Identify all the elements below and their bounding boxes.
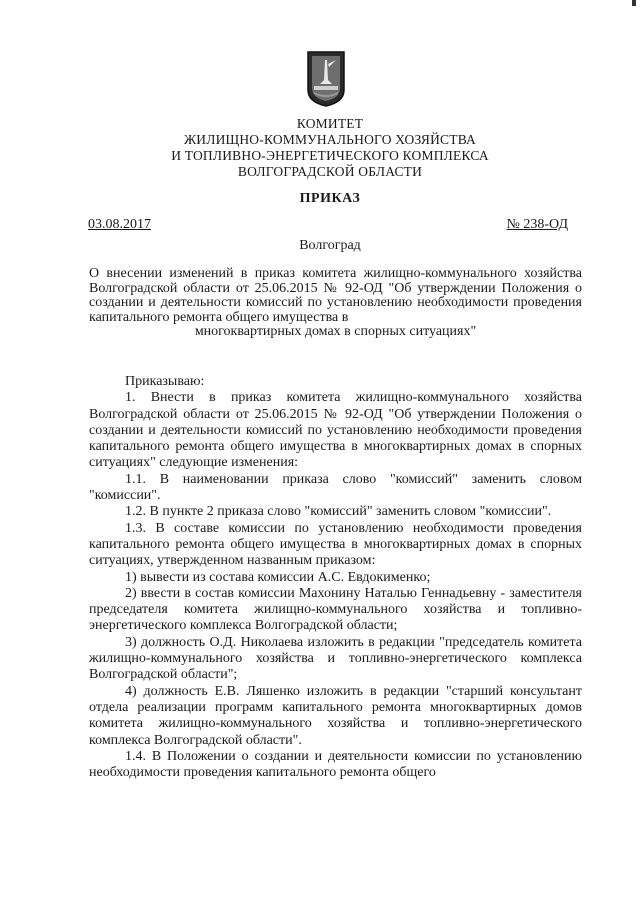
document-date: 03.08.2017 [88,217,151,232]
document-city: Волгоград [299,238,361,253]
subject-text-last-line: многоквартирных домах в спорных ситуациях" [194,324,477,339]
body-paragraph: 1.2. В пункте 2 приказа слово "комиссий" заменить словом "комиссии". [125,504,552,520]
body-paragraph: 1. Внести в приказ комитета жилищно-коммунального хозяйства Волгоградской области от 25.06.2015 № 92-ОД "Об утверждении Положения о создании и деятельности комиссий по установлению необходимости проведения капитального ремонта общего имущества в многоквартирных домах в спорных ситуациях" следующие изменения: [89,390,582,471]
header-line: ВОЛГОГРАДСКОЙ ОБЛАСТИ [237,164,423,179]
body-list-item: 4) должность Е.В. Ляшенко изложить в редакции "старший консультант отдела реализации программ капитального ремонта многоквартирных домов комитета жилищно-коммунального хозяйства и топливно-энергетического комплекса Волгоградской области". [89,683,582,748]
scan-mark [632,0,636,6]
organization-header [90,116,570,180]
body-intro: Приказываю: [125,374,205,389]
document-body [89,374,582,781]
coat-of-arms-icon [306,50,346,108]
header-line: КОМИТЕТ [296,116,364,131]
header-line: ЖИЛИЩНО-КОММУНАЛЬНОГО ХОЗЯЙСТВА [183,132,476,147]
document-title: ПРИКАЗ [299,191,361,206]
body-paragraph: 1.3. В составе комиссии по установлению необходимости проведения капитального ремонта общего имущества в многоквартирных домах в спорных ситуациях, утвержденном названным приказом: [89,520,582,569]
body-list-item: 3) должность О.Д. Николаева изложить в редакции "председатель комитета жилищно-коммунального хозяйства и топливно-энергетического комплекса Волгоградской области"; [89,634,582,683]
subject-text: О внесении изменений в приказ комитета жилищно-коммунального хозяйства Волгоградской области от 25.06.2015 № 92-ОД "Об утверждении Положения о создании и деятельности комиссий по установлению необходимости проведения капитального ремонта общего имущества в [89,266,582,325]
body-list-item: 1) вывести из состава комиссии А.С. Евдокименко; [125,569,431,585]
header-line: И ТОПЛИВНО-ЭНЕРГЕТИЧЕСКОГО КОМПЛЕКСА [171,148,489,163]
document-subject [89,267,582,340]
body-list-item: 2) ввести в состав комиссии Махонину Наталью Геннадьевну - заместителя председателя комитета жилищно-коммунального хозяйства и топливно-энергетического комплекса Волгоградской области; [89,585,582,634]
document-number: № 238-ОД [506,217,568,232]
body-paragraph: 1.4. В Положении о создании и деятельности комиссии по установлению необходимости проведения капитального ремонта общего [89,748,582,781]
body-paragraph: 1.1. В наименовании приказа слово "комиссий" заменить словом "комиссии". [89,471,582,504]
